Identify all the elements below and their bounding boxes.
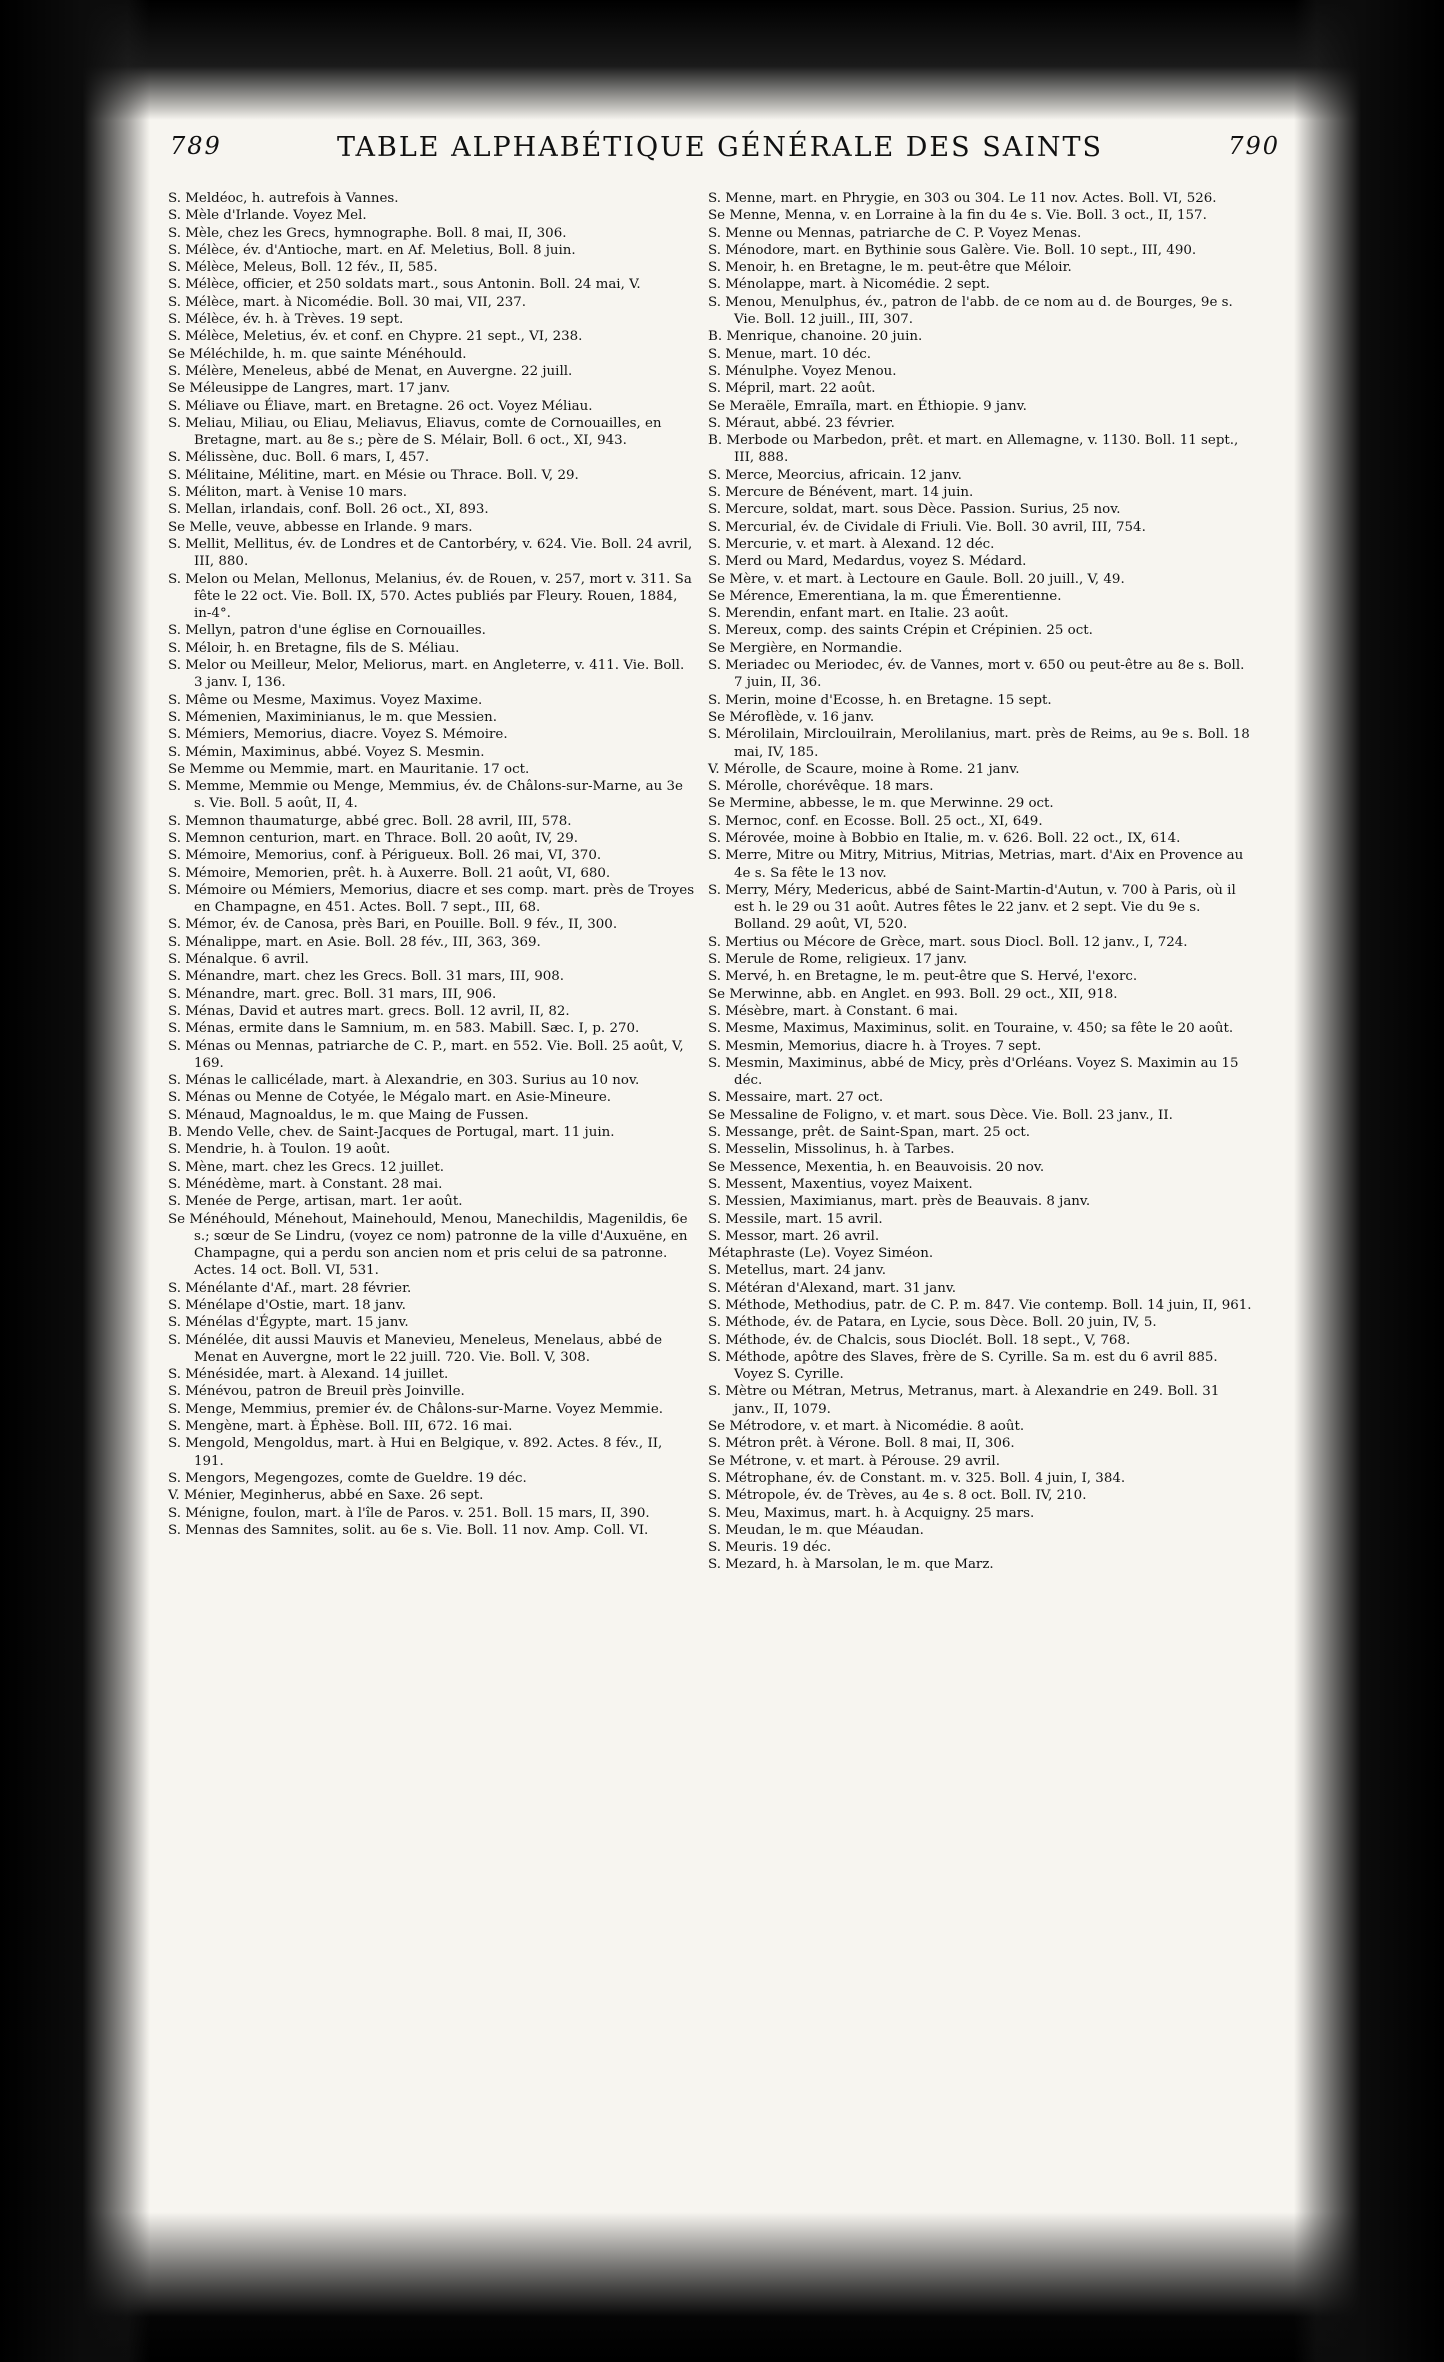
scan-border-bottom	[0, 2212, 1444, 2362]
index-entry: S. Ménas, David et autres mart. grecs. Boll. 12 avril, II, 82.	[168, 1003, 570, 1019]
index-entry: Se Melle, veuve, abbesse en Irlande. 9 mars.	[168, 519, 473, 535]
index-entry: S. Menou, Menulphus, év., patron de l'abb. de ce nom au d. de Bourges, 9e s. Vie. Boll. 12 juill., III, 307.	[708, 294, 1233, 328]
index-entry: S. Messien, Maximianus, mart. près de Beauvais. 8 janv.	[708, 1194, 1091, 1210]
index-entry: S. Mépril, mart. 22 août.	[708, 381, 876, 397]
index-entry: S. Menue, mart. 10 déc.	[708, 346, 872, 362]
index-entry: S. Ménas le callicélade, mart. à Alexandrie, en 303. Surius au 10 nov.	[168, 1073, 640, 1089]
index-entry: S. Mesmin, Memorius, diacre h. à Troyes. 7 sept.	[708, 1038, 1042, 1054]
index-entry: S. Mémenien, Maximinianus, le m. que Messien.	[168, 709, 497, 725]
index-entry: B. Merbode ou Marbedon, prêt. et mart. en Allemagne, v. 1130. Boll. 11 sept., III, 888.	[708, 433, 1239, 466]
index-entry: S. Ménas, ermite dans le Samnium, m. en 583. Mabill. Sæc. I, p. 270.	[168, 1021, 640, 1037]
index-entry: S. Messange, prêt. de Saint-Span, mart. 25 oct.	[708, 1125, 1031, 1141]
index-entry: S. Ménas ou Menne de Cotyée, le Mégalo mart. en Asie-Mineure.	[168, 1090, 612, 1106]
index-entry: S. Mennas des Samnites, solit. au 6e s. Vie. Boll. 11 nov. Amp. Coll. VI.	[168, 1522, 649, 1538]
index-entry: S. Mervé, h. en Bretagne, le m. peut-être que S. Hervé, l'exorc.	[708, 969, 1138, 985]
index-entry: S. Melor ou Meilleur, Melor, Meliorus, mart. en Angleterre, v. 411. Vie. Boll. 3 janv. I, 136.	[168, 658, 685, 691]
index-entry: S. Messaire, mart. 27 oct.	[708, 1090, 884, 1106]
index-entry: S. Menge, Memmius, premier év. de Châlons-sur-Marne. Voyez Memmie.	[168, 1401, 664, 1417]
index-entry: Se Méleusippe de Langres, mart. 17 janv.	[168, 381, 451, 397]
index-entry: S. Ménandre, mart. chez les Grecs. Boll. 31 mars, III, 908.	[168, 969, 565, 985]
index-entry: Se Ménéhould, Ménehout, Mainehould, Menou, Manechildis, Magenildis, 6e s.; sœur de Se Lindru, (voyez ce nom) patronne de la ville d'Auxuëne, en Champagne, qui a perdu son ancien nom et pris celui de sa patronne. Actes. 14 oct. Boll. VI, 531.	[168, 1211, 688, 1279]
index-entry: S. Mérolilain, Mirclouilrain, Merolilanius, mart. près de Reims, au 9e s. Boll. 18 mai, IV, 185.	[708, 727, 1250, 760]
index-entry: S. Meldéoc, h. autrefois à Vannes.	[168, 191, 399, 206]
index-entry: B. Menrique, chanoine. 20 juin.	[708, 329, 923, 345]
page-number-right: 790	[1228, 132, 1280, 160]
index-entry: Se Métrone, v. et mart. à Pérouse. 29 avril.	[708, 1453, 1000, 1469]
index-entry: S. Ménélée, dit aussi Mauvis et Manevieu, Meneleus, Menelaus, abbé de Menat en Auvergne, mort le 22 juill. 720. Vie. Boll. V, 308.	[168, 1332, 663, 1365]
index-entry: S. Mertius ou Mécore de Grèce, mart. sous Diocl. Boll. 12 janv., I, 724.	[708, 934, 1188, 950]
index-entry: S. Mélissène, duc. Boll. 6 mars, I, 457.	[168, 450, 430, 466]
index-entry: S. Ménodore, mart. en Bythinie sous Galère. Vie. Boll. 10 sept., III, 490.	[708, 242, 1197, 258]
index-entry: S. Merry, Méry, Medericus, abbé de Saint-Martin-d'Autun, v. 700 à Paris, où il est h. le 29 ou 31 août. Autres fêtes le 22 janv. et 2 sept. Vie du 9e s. Bolland. 29 août, VI, 520.	[708, 882, 1236, 933]
index-entry: S. Memme, Memmie ou Menge, Memmius, év. de Châlons-sur-Marne, au 3e s. Vie. Boll. 5 août, II, 4.	[168, 779, 683, 812]
index-entry: Se Messaline de Foligno, v. et mart. sous Dèce. Vie. Boll. 23 janv., II.	[708, 1107, 1173, 1123]
index-entry: V. Ménier, Meginherus, abbé en Saxe. 26 sept.	[168, 1488, 484, 1504]
index-entry: S. Même ou Mesme, Maximus. Voyez Maxime.	[168, 692, 483, 708]
index-entry: S. Mètre ou Métran, Metrus, Metranus, mart. à Alexandrie en 249. Boll. 31 janv., II, 1079.	[708, 1384, 1220, 1417]
index-entry: Se Méroflède, v. 16 janv.	[708, 709, 875, 725]
index-entry: S. Messelin, Missolinus, h. à Tarbes.	[708, 1142, 955, 1158]
index-entry: S. Mène, mart. chez les Grecs. 12 juillet.	[168, 1159, 444, 1175]
index-entry: S. Métrophane, év. de Constant. m. v. 325. Boll. 4 juin, I, 384.	[708, 1470, 1126, 1486]
index-entry: S. Ménulphe. Voyez Menou.	[708, 363, 897, 379]
index-entry: Se Menne, Menna, v. en Lorraine à la fin du 4e s. Vie. Boll. 3 oct., II, 157.	[708, 208, 1207, 224]
index-entry: S. Mengors, Megengozes, comte de Gueldre. 19 déc.	[168, 1470, 527, 1486]
index-entry: V. Mérolle, de Scaure, moine à Rome. 21 janv.	[708, 761, 1020, 777]
index-entry: S. Méthode, apôtre des Slaves, frère de S. Cyrille. Sa m. est du 6 avril 885. Voyez S. Cyrille.	[708, 1349, 1218, 1383]
index-entry: S. Mélèce, év. d'Antioche, mart. en Af. Meletius, Boll. 8 juin.	[168, 242, 576, 258]
index-entry: S. Meriadec ou Meriodec, év. de Vannes, mort v. 650 ou peut-être au 8e s. Boll. 7 juin, II, 36.	[708, 658, 1245, 691]
left-column	[168, 190, 696, 1539]
index-entry: S. Métropole, év. de Trèves, au 4e s. 8 oct. Boll. IV, 210.	[708, 1488, 1087, 1504]
index-entry: S. Merd ou Mard, Medardus, voyez S. Médard.	[708, 554, 1027, 570]
index-entry: S. Merin, moine d'Ecosse, h. en Bretagne. 15 sept.	[708, 692, 1052, 708]
index-entry: S. Meu, Maximus, mart. h. à Acquigny. 25 mars.	[708, 1505, 1035, 1521]
index-entry: S. Ménélape d'Ostie, mart. 18 janv.	[168, 1298, 406, 1313]
index-entry: S. Menne, mart. en Phrygie, en 303 ou 304. Le 11 nov. Actes. Boll. VI, 526.	[708, 191, 1217, 206]
index-entry: S. Mémoire, Memorius, conf. à Périgueux. Boll. 26 mai, VI, 370.	[168, 848, 602, 864]
index-entry: S. Ménolappe, mart. à Nicomédie. 2 sept.	[708, 277, 990, 293]
index-entry: S. Mendrie, h. à Toulon. 19 août.	[168, 1142, 391, 1158]
index-entry: S. Mélère, Meneleus, abbé de Menat, en Auvergne. 22 juill.	[168, 363, 573, 379]
index-entry: S. Mengold, Mengoldus, mart. à Hui en Belgique, v. 892. Actes. 8 fév., II, 191.	[168, 1436, 663, 1469]
index-entry: S. Metellus, mart. 24 janv.	[708, 1263, 886, 1279]
index-entry: S. Merule de Rome, religieux. 17 janv.	[708, 952, 968, 968]
index-entry: S. Messile, mart. 15 avril.	[708, 1211, 883, 1227]
index-entry: S. Menée de Perge, artisan, mart. 1er août.	[168, 1194, 463, 1210]
index-entry: S. Mercurie, v. et mart. à Alexand. 12 déc.	[708, 536, 995, 552]
scan-border-top	[0, 0, 1444, 120]
index-entry: S. Météran d'Alexand, mart. 31 janv.	[708, 1280, 957, 1296]
index-entry: S. Méliave ou Éliave, mart. en Bretagne. 26 oct. Voyez Méliau.	[168, 398, 593, 414]
index-entry: Se Meraële, Emraïla, mart. en Éthiopie. 9 janv.	[708, 398, 1027, 414]
index-entry: S. Ménédème, mart. à Constant. 28 mai.	[168, 1176, 443, 1192]
index-entry: S. Métron prêt. à Vérone. Boll. 8 mai, II, 306.	[708, 1436, 1015, 1452]
index-entry: S. Méthode, Methodius, patr. de C. P. m. 847. Vie contemp. Boll. 14 juin, II, 961.	[708, 1298, 1252, 1313]
index-entry: S. Mélèce, év. h. à Trèves. 19 sept.	[168, 312, 404, 328]
index-entry: Se Mermine, abbesse, le m. que Merwinne. 29 oct.	[708, 796, 1054, 812]
page-number-left: 789	[170, 132, 222, 160]
index-entry: S. Ménélas d'Égypte, mart. 15 janv.	[168, 1315, 409, 1331]
index-entry: S. Ménas ou Mennas, patriarche de C. P., mart. en 552. Vie. Boll. 25 août, V, 169.	[168, 1038, 684, 1071]
index-entry: Métaphraste (Le). Voyez Siméon.	[708, 1246, 934, 1262]
index-entry: S. Mélèce, officier, et 250 soldats mart., sous Antonin. Boll. 24 mai, V.	[168, 277, 641, 293]
index-entry: S. Ménésidée, mart. à Alexand. 14 juillet.	[168, 1367, 449, 1383]
index-entry: S. Mémor, év. de Canosa, près Bari, en Pouille. Boll. 9 fév., II, 300.	[168, 917, 618, 933]
index-entry: S. Mereux, comp. des saints Crépin et Crépinien. 25 oct.	[708, 623, 1093, 639]
index-entry: S. Ménandre, mart. grec. Boll. 31 mars, III, 906.	[168, 986, 497, 1002]
right-column	[708, 190, 1253, 1574]
index-entry: S. Menoir, h. en Bretagne, le m. peut-être que Méloir.	[708, 260, 1072, 276]
index-entry: S. Ménélante d'Af., mart. 28 février.	[168, 1280, 412, 1296]
index-entry: Se Métrodore, v. et mart. à Nicomédie. 8 août.	[708, 1419, 1025, 1435]
index-entry: S. Ménigne, foulon, mart. à l'île de Paros. v. 251. Boll. 15 mars, II, 390.	[168, 1505, 650, 1521]
index-entry: S. Mémin, Maximinus, abbé. Voyez S. Mesmin.	[168, 744, 485, 760]
index-entry: S. Merre, Mitre ou Mitry, Mitrius, Mitrias, Metrias, mart. d'Aix en Provence au 4e s. Sa fête le 13 nov.	[708, 848, 1244, 881]
index-entry: Se Mérence, Emerentiana, la m. que Émerentienne.	[708, 588, 1062, 604]
index-entry: S. Mélèce, Meleus, Boll. 12 fév., II, 585.	[168, 260, 438, 276]
index-entry: S. Ménaud, Magnoaldus, le m. que Maing de Fussen.	[168, 1107, 529, 1123]
index-entry: S. Mémiers, Memorius, diacre. Voyez S. Mémoire.	[168, 727, 508, 743]
index-entry: Se Messence, Mexentia, h. en Beauvoisis. 20 nov.	[708, 1159, 1045, 1175]
index-entry: S. Mezard, h. à Marsolan, le m. que Marz.	[708, 1557, 994, 1573]
index-entry: B. Mendo Velle, chev. de Saint-Jacques de Portugal, mart. 11 juin.	[168, 1125, 615, 1141]
index-entry: S. Mercurial, év. de Cividale di Friuli. Vie. Boll. 30 avril, III, 754.	[708, 519, 1146, 535]
index-entry: Se Mère, v. et mart. à Lectoure en Gaule. Boll. 20 juill., V, 49.	[708, 571, 1125, 587]
index-entry: Se Memme ou Memmie, mart. en Mauritanie. 17 oct.	[168, 761, 530, 777]
index-entry: S. Mellit, Mellitus, év. de Londres et de Cantorbéry, v. 624. Vie. Boll. 24 avril, III, 880.	[168, 536, 693, 570]
index-entry: S. Mercure, soldat, mart. sous Dèce. Passion. Surius, 25 nov.	[708, 502, 1121, 518]
index-entry: S. Méloir, h. en Bretagne, fils de S. Méliau.	[168, 640, 460, 656]
index-entry: S. Messent, Maxentius, voyez Maixent.	[708, 1176, 973, 1192]
index-entry: S. Méthode, év. de Chalcis, sous Dioclét. Boll. 18 sept., V, 768.	[708, 1332, 1131, 1348]
index-entry: S. Mernoc, conf. en Ecosse. Boll. 25 oct., XI, 649.	[708, 813, 1043, 829]
page-header	[170, 132, 1280, 172]
index-entry: S. Mesme, Maximus, Maximinus, solit. en Touraine, v. 450; sa fête le 20 août.	[708, 1021, 1234, 1037]
index-entry: S. Mérolle, chorévêque. 18 mars.	[708, 779, 934, 795]
index-entry: S. Mellyn, patron d'une église en Cornouailles.	[168, 623, 486, 639]
scan-border-right	[1294, 0, 1444, 2362]
index-entry: S. Merce, Meorcius, africain. 12 janv.	[708, 467, 962, 483]
index-entry: S. Meudan, le m. que Méaudan.	[708, 1522, 924, 1538]
index-entry: S. Mellan, irlandais, conf. Boll. 26 oct., XI, 893.	[168, 502, 489, 518]
index-entry: S. Ménalque. 6 avril.	[168, 952, 309, 968]
index-entry: S. Memnon centurion, mart. en Thrace. Boll. 20 août, IV, 29.	[168, 830, 578, 846]
index-entry: S. Mélitaine, Mélitine, mart. en Mésie ou Thrace. Boll. V, 29.	[168, 467, 579, 483]
index-entry: S. Mésèbre, mart. à Constant. 6 mai.	[708, 1003, 958, 1019]
index-entry: S. Mengène, mart. à Éphèse. Boll. III, 672. 16 mai.	[168, 1419, 513, 1435]
index-entry: S. Mercure de Bénévent, mart. 14 juin.	[708, 485, 974, 501]
index-entry: S. Menne ou Mennas, patriarche de C. P. Voyez Menas.	[708, 225, 1082, 241]
index-entry: S. Memnon thaumaturge, abbé grec. Boll. 28 avril, III, 578.	[168, 813, 572, 829]
index-entry: S. Méthode, év. de Patara, en Lycie, sous Dèce. Boll. 20 juin, IV, 5.	[708, 1315, 1157, 1331]
scan-border-left	[0, 0, 150, 2362]
index-entry: S. Mémoire, Memorien, prêt. h. à Auxerre. Boll. 21 août, VI, 680.	[168, 865, 611, 881]
index-entry: S. Melon ou Melan, Mellonus, Melanius, év. de Rouen, v. 257, mort v. 311. Sa fête le 22 oct. Vie. Boll. IX, 570. Actes publiés par Fleury. Rouen, 1884, in-4°.	[168, 571, 692, 622]
index-entry: S. Méraut, abbé. 23 février.	[708, 415, 895, 431]
index-entry: Se Méléchilde, h. m. que sainte Ménéhould.	[168, 346, 467, 362]
index-entry: Se Merwinne, abb. en Anglet. en 993. Boll. 29 oct., XII, 918.	[708, 986, 1118, 1002]
index-entry: S. Mesmin, Maximinus, abbé de Micy, près d'Orléans. Voyez S. Maximin au 15 déc.	[708, 1055, 1239, 1089]
index-entry: S. Merendin, enfant mart. en Italie. 23 août.	[708, 606, 1009, 622]
index-entry: S. Mémoire ou Mémiers, Memorius, diacre et ses comp. mart. près de Troyes en Champagne, en 451. Actes. Boll. 7 sept., III, 68.	[168, 882, 695, 916]
index-entry: S. Mérovée, moine à Bobbio en Italie, m. v. 626. Boll. 22 oct., IX, 614.	[708, 830, 1181, 846]
index-entry: Se Mergière, en Normandie.	[708, 640, 903, 656]
index-entry: S. Méliton, mart. à Venise 10 mars.	[168, 485, 408, 501]
index-entry: S. Ménalippe, mart. en Asie. Boll. 28 fév., III, 363, 369.	[168, 934, 541, 950]
index-entry: S. Mélèce, Meletius, év. et conf. en Chypre. 21 sept., VI, 238.	[168, 329, 583, 345]
index-entry: S. Mélèce, mart. à Nicomédie. Boll. 30 mai, VII, 237.	[168, 294, 527, 310]
running-title: TABLE ALPHABÉTIQUE GÉNÉRALE DES SAINTS	[336, 132, 1104, 163]
index-entry: S. Mèle d'Irlande. Voyez Mel.	[168, 208, 367, 224]
index-entry: S. Ménévou, patron de Breuil près Joinville.	[168, 1384, 465, 1400]
index-entry: S. Meuris. 19 déc.	[708, 1540, 832, 1556]
index-entry: S. Messor, mart. 26 avril.	[708, 1228, 880, 1244]
index-entry: S. Meliau, Miliau, ou Eliau, Meliavus, Eliavus, comte de Cornouailles, en Bretagne, mart. au 8e s.; père de S. Mélair, Boll. 6 oct., XI, 943.	[168, 415, 662, 449]
index-entry: S. Mèle, chez les Grecs, hymnographe. Boll. 8 mai, II, 306.	[168, 225, 567, 241]
